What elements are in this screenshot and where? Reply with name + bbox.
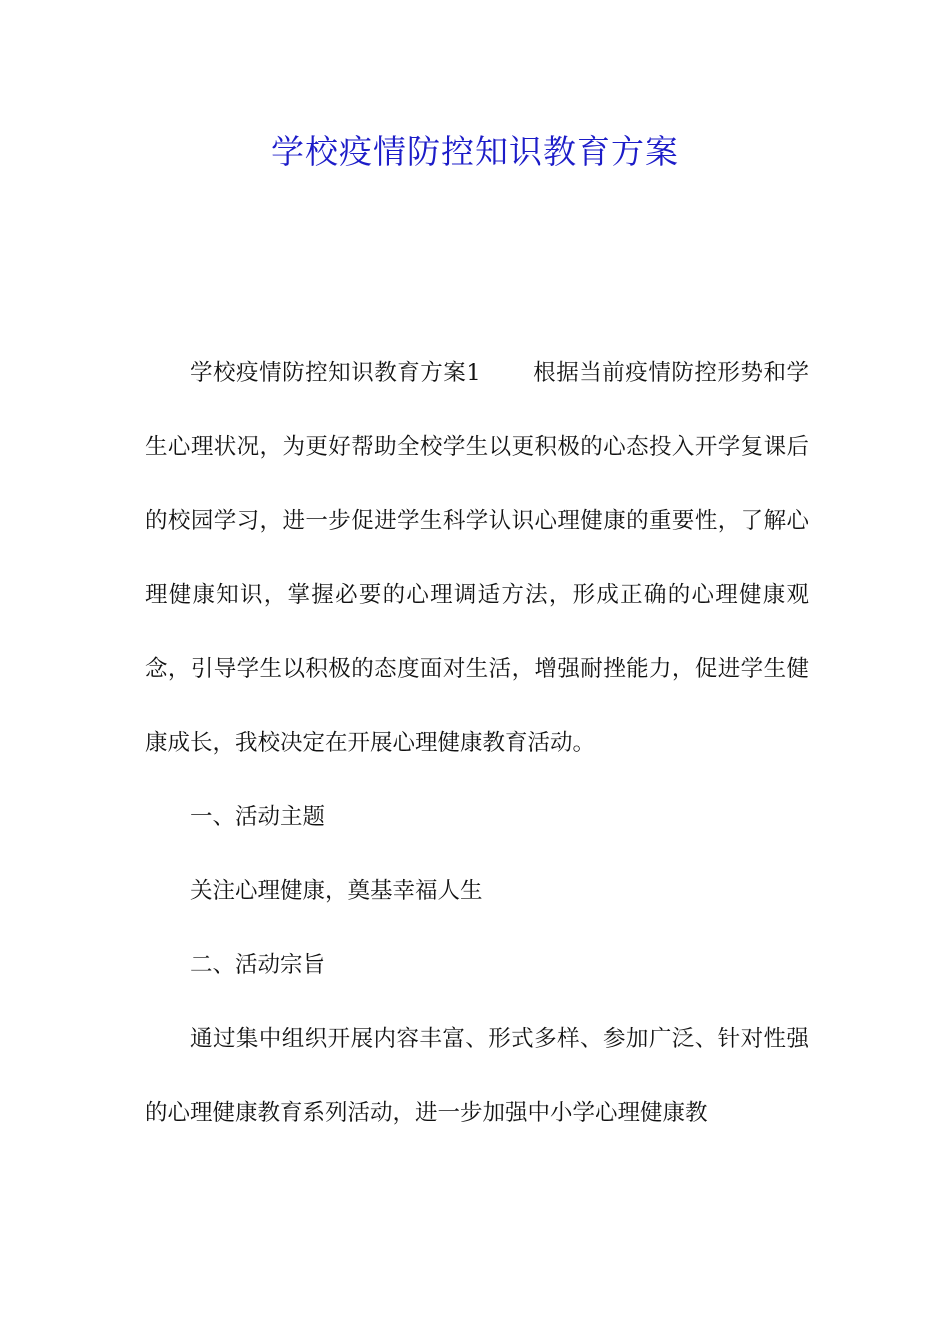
paragraph-intro — [145, 336, 809, 780]
intro-text: 根据当前疫情防控形势和学生心理状况，为更好帮助全校学生以更积极的心态投入开学复课后的校园学习，进一步促进学生科学认识心理健康的重要性，了解心理健康知识，掌握必要的心理调适方法，形成正确的心理健康观念，引导学生以积极的态度面对生活，增强耐挫能力，促进学生健康成长，我校决定在开展心理健康教育活动。 — [145, 360, 809, 756]
heading-activity-purpose: 二、活动宗旨 — [190, 952, 326, 978]
heading-activity-theme: 一、活动主题 — [190, 804, 326, 830]
paragraph-activity-purpose: 通过集中组织开展内容丰富、形式多样、参加广泛、针对性强的心理健康教育系列活动，进一步加强中小学心理健康教 — [145, 1026, 809, 1126]
document-body — [145, 336, 809, 1150]
intro-lead: 学校疫情防控知识教育方案1 — [190, 360, 481, 386]
document-title: 学校疫情防控知识教育方案 — [271, 132, 679, 171]
paragraph-activity-theme: 关注心理健康，奠基幸福人生 — [190, 878, 483, 904]
